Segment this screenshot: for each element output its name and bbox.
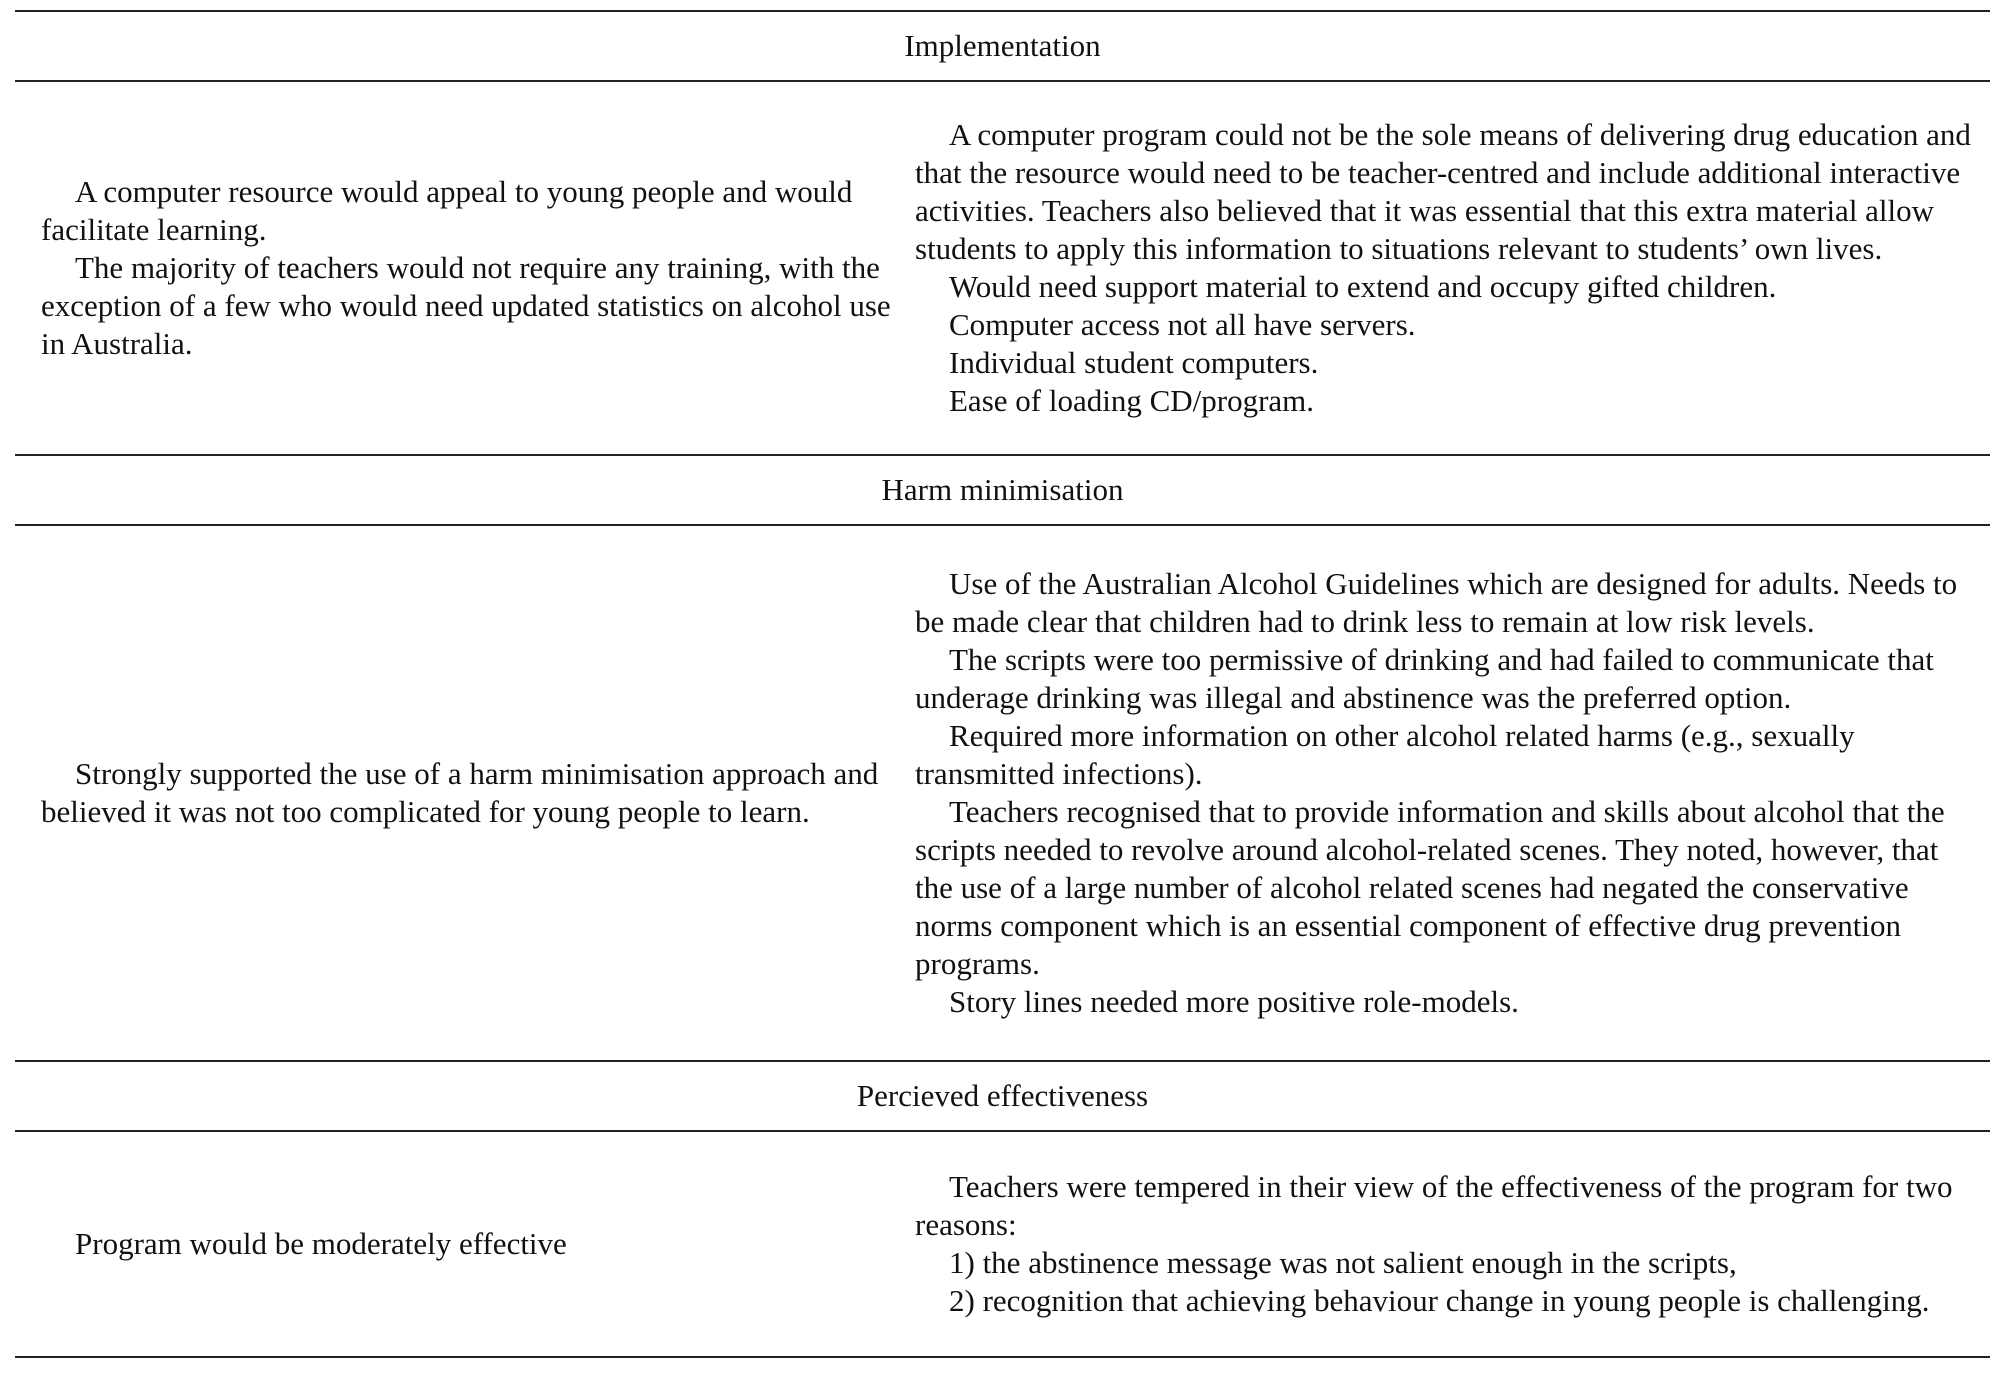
right-paragraph: Would need support material to extend and occupy gifted children.	[949, 269, 1777, 304]
right-paragraph: Teachers were tempered in their view of the effectiveness of the program for two reasons:	[915, 1169, 1953, 1242]
section-header-perceived-effectiveness: Percieved effectiveness	[856, 1078, 1149, 1113]
left-cell	[15, 755, 915, 831]
right-paragraph: Story lines needed more positive role-models.	[949, 984, 1519, 1019]
right-paragraph: Ease of loading CD/program.	[949, 383, 1315, 418]
findings-table	[15, 10, 1990, 1358]
right-paragraph: Required more information on other alcohol related harms (e.g., sexually transmitted infections).	[915, 718, 1855, 791]
table-rule	[15, 1356, 1990, 1358]
left-paragraph: Program would be moderately effective	[75, 1226, 567, 1261]
left-paragraph: Strongly supported the use of a harm minimisation approach and believed it was not too complicated for young people to learn.	[41, 756, 879, 829]
right-paragraph: Use of the Australian Alcohol Guidelines which are designed for adults. Needs to be made clear that children had to drink less to remain at low risk levels.	[915, 566, 1958, 639]
section-row-implementation	[15, 82, 1990, 454]
left-paragraph: A computer resource would appeal to young people and would facilitate learning.	[41, 174, 853, 247]
section-row-harm-minimisation	[15, 526, 1990, 1060]
left-cell	[15, 1225, 915, 1263]
right-paragraph: Computer access not all have servers.	[949, 307, 1416, 342]
left-cell	[15, 173, 915, 363]
section-row-perceived-effectiveness	[15, 1132, 1990, 1356]
right-cell	[915, 116, 1990, 420]
right-cell	[915, 1168, 1990, 1320]
section-header-implementation: Implementation	[904, 28, 1101, 63]
right-paragraph: 1) the abstinence message was not salient enough in the scripts,	[949, 1245, 1737, 1280]
right-paragraph: 2) recognition that achieving behaviour change in young people is challenging.	[949, 1283, 1930, 1318]
right-paragraph: Individual student computers.	[949, 345, 1319, 380]
right-paragraph: The scripts were too permissive of drinking and had failed to communicate that underage drinking was illegal and abstinence was the preferred option.	[915, 642, 1934, 715]
right-paragraph: A computer program could not be the sole means of delivering drug education and that the resource would need to be teacher-centred and include additional interactive activities. Teachers also believed that it was essential that this extra material allow students to apply this information to situations relevant to students’ own lives.	[915, 117, 1971, 266]
right-paragraph: Teachers recognised that to provide information and skills about alcohol that the scripts needed to revolve around alcohol-related scenes. They noted, however, that the use of a large number of alcohol related scenes had negated the conservative norms component which is an essential component of effective drug prevention programs.	[915, 794, 1945, 981]
section-header-harm-minimisation: Harm minimisation	[881, 472, 1124, 507]
left-paragraph: The majority of teachers would not require any training, with the exception of a few who would need updated statistics on alcohol use in Australia.	[41, 250, 891, 361]
right-cell	[915, 565, 1990, 1021]
